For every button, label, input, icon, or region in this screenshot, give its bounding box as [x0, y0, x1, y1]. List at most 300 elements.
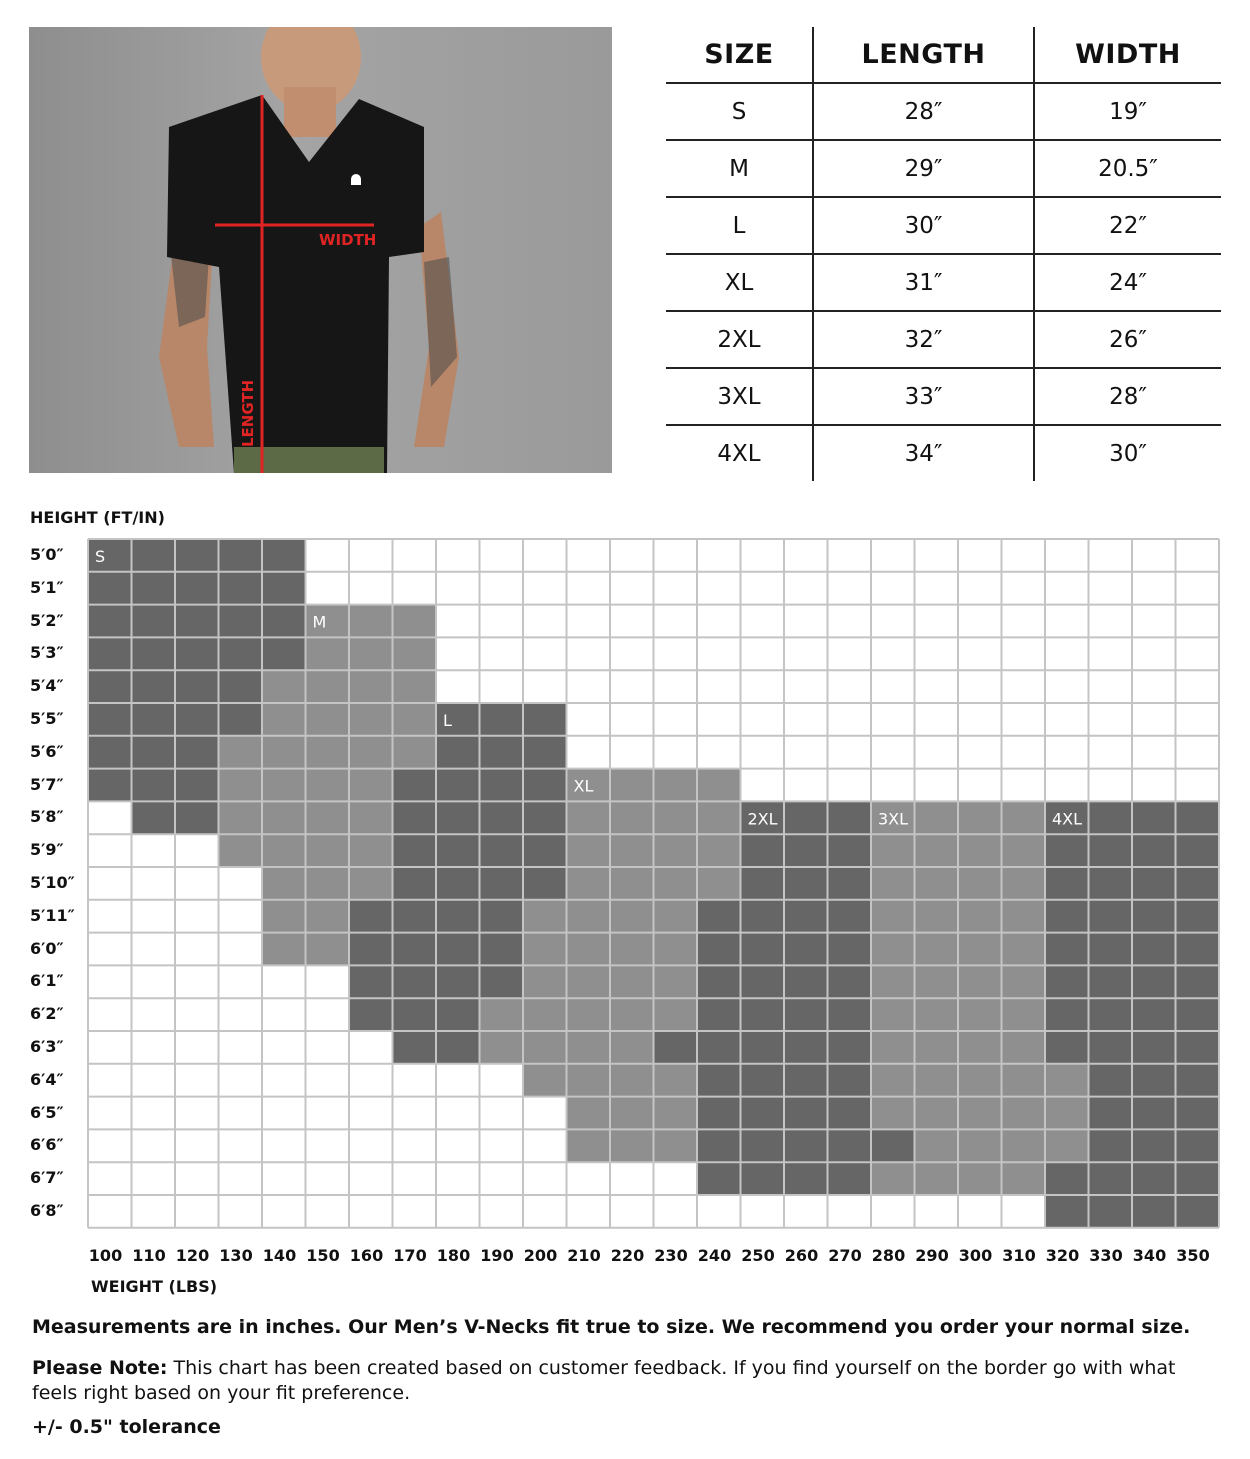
grid-cell-empty [88, 900, 132, 933]
grid-cell-empty [1176, 670, 1220, 703]
tolerance-note: +/- 0.5" tolerance [32, 1416, 221, 1438]
grid-cell-4xl [1176, 933, 1220, 966]
grid-cell-xl [697, 867, 741, 900]
size-cell: M [666, 140, 813, 197]
region-label-l: L [443, 711, 452, 730]
grid-cell-empty [654, 703, 698, 736]
grid-cell-empty [262, 1129, 306, 1162]
grid-cell-3xl [871, 1064, 915, 1097]
grid-cell-empty [915, 703, 959, 736]
grid-cell-empty [1002, 670, 1046, 703]
grid-cell-empty [1089, 572, 1133, 605]
grid-cell-s [88, 605, 132, 638]
grid-cell-2xl [784, 933, 828, 966]
grid-cell-empty [567, 736, 611, 769]
size-cell: L [666, 197, 813, 254]
grid-cell-2xl [741, 933, 785, 966]
grid-cell-3xl [958, 965, 1002, 998]
grid-cell-empty [219, 965, 263, 998]
grid-cell-4xl [1176, 900, 1220, 933]
grid-cell-4xl [1089, 933, 1133, 966]
grid-cell-3xl [1045, 1129, 1089, 1162]
grid-cell-4xl [1089, 1195, 1133, 1228]
grid-cell-empty [697, 637, 741, 670]
grid-cell-empty [1132, 703, 1176, 736]
grid-cell-empty [436, 539, 480, 572]
grid-cell-4xl [1089, 1031, 1133, 1064]
grid-cell-empty [610, 1195, 654, 1228]
width-cell: 24″ [1034, 254, 1221, 311]
size-header: SIZE [666, 27, 813, 83]
grid-cell-xl [654, 900, 698, 933]
grid-cell-2xl [697, 1031, 741, 1064]
grid-cell-3xl [915, 867, 959, 900]
length-cell: 29″ [813, 140, 1034, 197]
grid-cell-xl [654, 933, 698, 966]
grid-cell-empty [828, 637, 872, 670]
grid-cell-empty [175, 900, 219, 933]
grid-cell-empty [1176, 769, 1220, 802]
grid-cell-empty [567, 1195, 611, 1228]
grid-cell-empty [523, 539, 567, 572]
grid-cell-xl [610, 1064, 654, 1097]
grid-cell-m [306, 933, 350, 966]
grid-cell-l [349, 998, 393, 1031]
grid-cell-s [132, 637, 176, 670]
grid-cell-xl [567, 1064, 611, 1097]
grid-cell-empty [610, 605, 654, 638]
grid-cell-empty [219, 933, 263, 966]
grid-cell-s [132, 736, 176, 769]
grid-cell-xl [480, 1031, 524, 1064]
grid-cell-empty [88, 1064, 132, 1097]
grid-cell-empty [262, 1031, 306, 1064]
grid-cell-xl [697, 769, 741, 802]
grid-cell-xl [567, 1097, 611, 1130]
grid-cell-empty [1089, 703, 1133, 736]
grid-cell-m [349, 834, 393, 867]
grid-cell-empty [262, 1064, 306, 1097]
y-tick-label: 6′8″ [30, 1201, 64, 1220]
y-tick-label: 6′1″ [30, 971, 64, 991]
grid-cell-s [175, 539, 219, 572]
grid-cell-empty [262, 965, 306, 998]
grid-cell-empty [306, 998, 350, 1031]
grid-cell-3xl [871, 933, 915, 966]
grid-cell-empty [88, 1031, 132, 1064]
grid-cell-empty [654, 605, 698, 638]
grid-cell-2xl [784, 867, 828, 900]
grid-cell-empty [1089, 736, 1133, 769]
grid-cell-4xl [1045, 965, 1089, 998]
grid-cell-m [306, 834, 350, 867]
grid-cell-empty [697, 736, 741, 769]
grid-cell-empty [915, 769, 959, 802]
grid-cell-2xl [741, 834, 785, 867]
grid-cell-empty [1002, 1195, 1046, 1228]
grid-cell-xl [654, 998, 698, 1031]
grid-cell-xl [654, 769, 698, 802]
grid-cell-empty [741, 736, 785, 769]
grid-cell-empty [132, 998, 176, 1031]
grid-cell-3xl [958, 867, 1002, 900]
grid-cell-2xl [697, 1097, 741, 1130]
grid-cell-4xl [1176, 1162, 1220, 1195]
grid-cell-empty [436, 637, 480, 670]
grid-cell-empty [1089, 769, 1133, 802]
grid-cell-2xl [871, 1129, 915, 1162]
grid-cell-empty [523, 1195, 567, 1228]
region-label-m: M [312, 612, 327, 632]
measurement-note: Measurements are in inches. Our Men’s V-Necks fit true to size. We recommend you order your normal size. [32, 1316, 1191, 1338]
grid-cell-3xl [958, 801, 1002, 834]
grid-cell-2xl [828, 801, 872, 834]
grid-cell-l [349, 900, 393, 933]
grid-cell-s [88, 769, 132, 802]
grid-cell-empty [88, 998, 132, 1031]
grid-cell-l [349, 965, 393, 998]
grid-cell-l [523, 703, 567, 736]
x-tick-label: 270 [828, 1246, 862, 1265]
grid-cell-xl [610, 1031, 654, 1064]
grid-cell-empty [262, 1097, 306, 1130]
grid-cell-empty [349, 1129, 393, 1162]
x-tick-label: 110 [132, 1246, 166, 1265]
grid-cell-empty [915, 605, 959, 638]
grid-cell-empty [480, 1129, 524, 1162]
grid-cell-2xl [741, 1031, 785, 1064]
grid-cell-l [393, 900, 437, 933]
grid-cell-empty [306, 1162, 350, 1195]
grid-cell-empty [871, 637, 915, 670]
grid-cell-empty [132, 1162, 176, 1195]
grid-cell-empty [1045, 637, 1089, 670]
length-cell: 28″ [813, 83, 1034, 140]
grid-cell-empty [741, 539, 785, 572]
x-tick-label: 140 [262, 1246, 297, 1265]
grid-cell-m [262, 867, 306, 900]
grid-cell-xl [610, 933, 654, 966]
grid-cell-empty [306, 572, 350, 605]
x-tick-label: 310 [1002, 1246, 1036, 1265]
grid-cell-m [306, 637, 350, 670]
grid-cell-empty [697, 539, 741, 572]
grid-cell-4xl [1132, 965, 1176, 998]
grid-cell-l [480, 769, 524, 802]
grid-cell-empty [784, 539, 828, 572]
length-annotation: LENGTH [239, 379, 257, 447]
grid-cell-2xl [784, 801, 828, 834]
grid-cell-2xl [828, 900, 872, 933]
grid-cell-xl [567, 1031, 611, 1064]
grid-cell-3xl [958, 834, 1002, 867]
grid-cell-empty [958, 736, 1002, 769]
grid-cell-empty [175, 965, 219, 998]
grid-cell-empty [175, 1031, 219, 1064]
grid-cell-m [349, 736, 393, 769]
x-tick-label: 150 [306, 1246, 340, 1265]
grid-cell-3xl [1002, 900, 1046, 933]
grid-cell-empty [1176, 572, 1220, 605]
region-label-s: S [95, 547, 106, 566]
grid-cell-s [88, 670, 132, 703]
x-tick-label: 330 [1089, 1246, 1123, 1265]
please-note-text: This chart has been created based on customer feedback. If you find yourself on the border go with what feels right based on your fit preference. [32, 1357, 1176, 1404]
y-tick-label: 5′9″ [30, 840, 64, 860]
grid-cell-empty [697, 670, 741, 703]
length-cell: 32″ [813, 311, 1034, 368]
grid-cell-4xl [1176, 801, 1220, 834]
grid-cell-empty [1002, 637, 1046, 670]
size-cell: 2XL [666, 311, 813, 368]
grid-cell-m [349, 670, 393, 703]
grid-cell-empty [349, 1031, 393, 1064]
grid-cell-l [393, 801, 437, 834]
y-tick-label: 5′11″ [30, 905, 75, 925]
grid-cell-4xl [1176, 867, 1220, 900]
grid-cell-xl [567, 801, 611, 834]
grid-cell-s [132, 605, 176, 638]
width-cell: 28″ [1034, 368, 1221, 425]
grid-cell-empty [958, 769, 1002, 802]
grid-cell-4xl [1089, 801, 1133, 834]
grid-cell-s [175, 670, 219, 703]
grid-cell-2xl [697, 900, 741, 933]
x-tick-label: 250 [741, 1246, 775, 1265]
size-cell: XL [666, 254, 813, 311]
grid-cell-2xl [828, 1031, 872, 1064]
grid-cell-empty [1002, 769, 1046, 802]
grid-cell-3xl [871, 998, 915, 1031]
grid-cell-xl [654, 1129, 698, 1162]
grid-cell-2xl [828, 867, 872, 900]
grid-cell-3xl [1002, 1097, 1046, 1130]
grid-cell-empty [480, 1162, 524, 1195]
grid-cell-empty [784, 736, 828, 769]
y-tick-label: 5′7″ [30, 774, 64, 794]
grid-cell-empty [915, 539, 959, 572]
grid-cell-l [480, 801, 524, 834]
grid-cell-empty [915, 736, 959, 769]
grid-cell-3xl [958, 1162, 1002, 1195]
grid-cell-empty [523, 1097, 567, 1130]
grid-cell-empty [828, 769, 872, 802]
grid-cell-empty [1045, 605, 1089, 638]
grid-cell-s [262, 637, 306, 670]
grid-cell-4xl [1089, 1162, 1133, 1195]
grid-cell-empty [784, 703, 828, 736]
grid-cell-l [436, 801, 480, 834]
grid-cell-2xl [697, 965, 741, 998]
grid-cell-empty [610, 637, 654, 670]
grid-cell-4xl [1176, 1195, 1220, 1228]
y-tick-label: 6′3″ [30, 1037, 64, 1056]
grid-cell-empty [958, 637, 1002, 670]
grid-cell-empty [393, 1195, 437, 1228]
grid-cell-empty [436, 1162, 480, 1195]
grid-cell-empty [349, 1097, 393, 1130]
x-tick-label: 100 [88, 1246, 123, 1265]
grid-cell-4xl [1132, 1031, 1176, 1064]
grid-cell-l [523, 834, 567, 867]
grid-cell-xl [523, 900, 567, 933]
grid-cell-empty [1002, 703, 1046, 736]
grid-cell-s [175, 637, 219, 670]
grid-cell-empty [871, 736, 915, 769]
grid-cell-empty [480, 605, 524, 638]
grid-cell-empty [523, 1162, 567, 1195]
grid-cell-empty [349, 1162, 393, 1195]
grid-cell-l [393, 933, 437, 966]
length-cell: 33″ [813, 368, 1034, 425]
grid-cell-empty [915, 670, 959, 703]
grid-cell-empty [436, 1195, 480, 1228]
grid-cell-3xl [1002, 933, 1046, 966]
grid-cell-2xl [741, 998, 785, 1031]
grid-cell-m [219, 834, 263, 867]
grid-cell-xl [610, 867, 654, 900]
grid-cell-2xl [784, 998, 828, 1031]
grid-cell-empty [610, 703, 654, 736]
length-cell: 30″ [813, 197, 1034, 254]
grid-cell-s [132, 670, 176, 703]
grid-cell-m [393, 637, 437, 670]
grid-cell-empty [741, 605, 785, 638]
grid-cell-empty [219, 1162, 263, 1195]
grid-cell-3xl [915, 1064, 959, 1097]
grid-cell-empty [349, 572, 393, 605]
grid-cell-m [306, 736, 350, 769]
grid-cell-2xl [828, 1097, 872, 1130]
width-cell: 26″ [1034, 311, 1221, 368]
grid-cell-3xl [1002, 867, 1046, 900]
grid-cell-m [262, 703, 306, 736]
grid-cell-empty [828, 736, 872, 769]
grid-cell-empty [175, 1064, 219, 1097]
grid-cell-3xl [871, 900, 915, 933]
grid-cell-4xl [1132, 900, 1176, 933]
region-label-3xl: 3XL [878, 809, 909, 829]
grid-cell-3xl [958, 1097, 1002, 1130]
grid-cell-xl [697, 834, 741, 867]
grid-cell-empty [784, 605, 828, 638]
grid-cell-l [393, 965, 437, 998]
grid-cell-4xl [1089, 1064, 1133, 1097]
grid-cell-empty [654, 736, 698, 769]
please-note-label: Please Note: [32, 1357, 168, 1379]
x-tick-label: 340 [1132, 1246, 1167, 1265]
grid-cell-2xl [828, 965, 872, 998]
grid-cell-2xl [654, 1031, 698, 1064]
grid-cell-3xl [871, 1162, 915, 1195]
grid-cell-4xl [1045, 1031, 1089, 1064]
grid-cell-3xl [915, 900, 959, 933]
region-label-4xl: 4XL [1052, 809, 1083, 829]
grid-cell-empty [828, 703, 872, 736]
grid-cell-empty [132, 900, 176, 933]
x-tick-label: 120 [175, 1246, 210, 1265]
grid-cell-s [175, 736, 219, 769]
grid-cell-empty [610, 1162, 654, 1195]
grid-cell-xl [523, 998, 567, 1031]
width-cell: 22″ [1034, 197, 1221, 254]
y-tick-label: 6′6″ [30, 1135, 64, 1155]
x-tick-label: 180 [436, 1246, 471, 1265]
grid-cell-s [175, 572, 219, 605]
y-tick-label: 5′0″ [30, 545, 64, 564]
grid-cell-empty [175, 1195, 219, 1228]
grid-cell-2xl [784, 1031, 828, 1064]
grid-cell-empty [349, 539, 393, 572]
grid-cell-l [436, 900, 480, 933]
grid-cell-empty [654, 1195, 698, 1228]
grid-cell-xl [567, 834, 611, 867]
grid-cell-3xl [958, 900, 1002, 933]
grid-cell-empty [654, 670, 698, 703]
grid-cell-m [306, 867, 350, 900]
grid-cell-empty [175, 1129, 219, 1162]
grid-cell-l [480, 736, 524, 769]
grid-cell-s [219, 670, 263, 703]
grid-cell-empty [219, 1097, 263, 1130]
grid-cell-empty [1176, 539, 1220, 572]
grid-cell-l [436, 998, 480, 1031]
grid-cell-empty [262, 998, 306, 1031]
grid-cell-empty [1132, 769, 1176, 802]
grid-cell-m [393, 605, 437, 638]
grid-cell-s [219, 637, 263, 670]
grid-cell-3xl [1002, 1031, 1046, 1064]
grid-cell-4xl [1089, 1129, 1133, 1162]
grid-cell-2xl [784, 1129, 828, 1162]
y-tick-label: 5′5″ [30, 709, 64, 728]
grid-cell-m [262, 801, 306, 834]
grid-cell-l [436, 867, 480, 900]
grid-cell-empty [1176, 637, 1220, 670]
grid-cell-s [88, 736, 132, 769]
grid-cell-empty [828, 539, 872, 572]
grid-cell-empty [958, 605, 1002, 638]
x-tick-label: 220 [610, 1246, 645, 1265]
grid-cell-3xl [1002, 801, 1046, 834]
grid-cell-xl [654, 867, 698, 900]
grid-cell-empty [784, 1195, 828, 1228]
grid-cell-empty [436, 670, 480, 703]
grid-cell-empty [1132, 637, 1176, 670]
grid-cell-empty [132, 933, 176, 966]
grid-cell-2xl [828, 1064, 872, 1097]
grid-cell-l [480, 867, 524, 900]
grid-cell-xl [523, 1031, 567, 1064]
grid-cell-3xl [1045, 1097, 1089, 1130]
grid-cell-empty [741, 769, 785, 802]
grid-cell-empty [393, 572, 437, 605]
grid-cell-m [349, 867, 393, 900]
grid-cell-empty [306, 539, 350, 572]
grid-cell-2xl [697, 1064, 741, 1097]
grid-cell-s [132, 539, 176, 572]
grid-cell-4xl [1089, 1097, 1133, 1130]
grid-cell-l [480, 965, 524, 998]
grid-cell-4xl [1176, 1129, 1220, 1162]
grid-cell-3xl [1002, 998, 1046, 1031]
grid-cell-s [175, 703, 219, 736]
length-cell: 34″ [813, 425, 1034, 481]
grid-cell-empty [88, 1129, 132, 1162]
grid-cell-empty [262, 1195, 306, 1228]
grid-cell-2xl [828, 998, 872, 1031]
grid-cell-4xl [1045, 933, 1089, 966]
